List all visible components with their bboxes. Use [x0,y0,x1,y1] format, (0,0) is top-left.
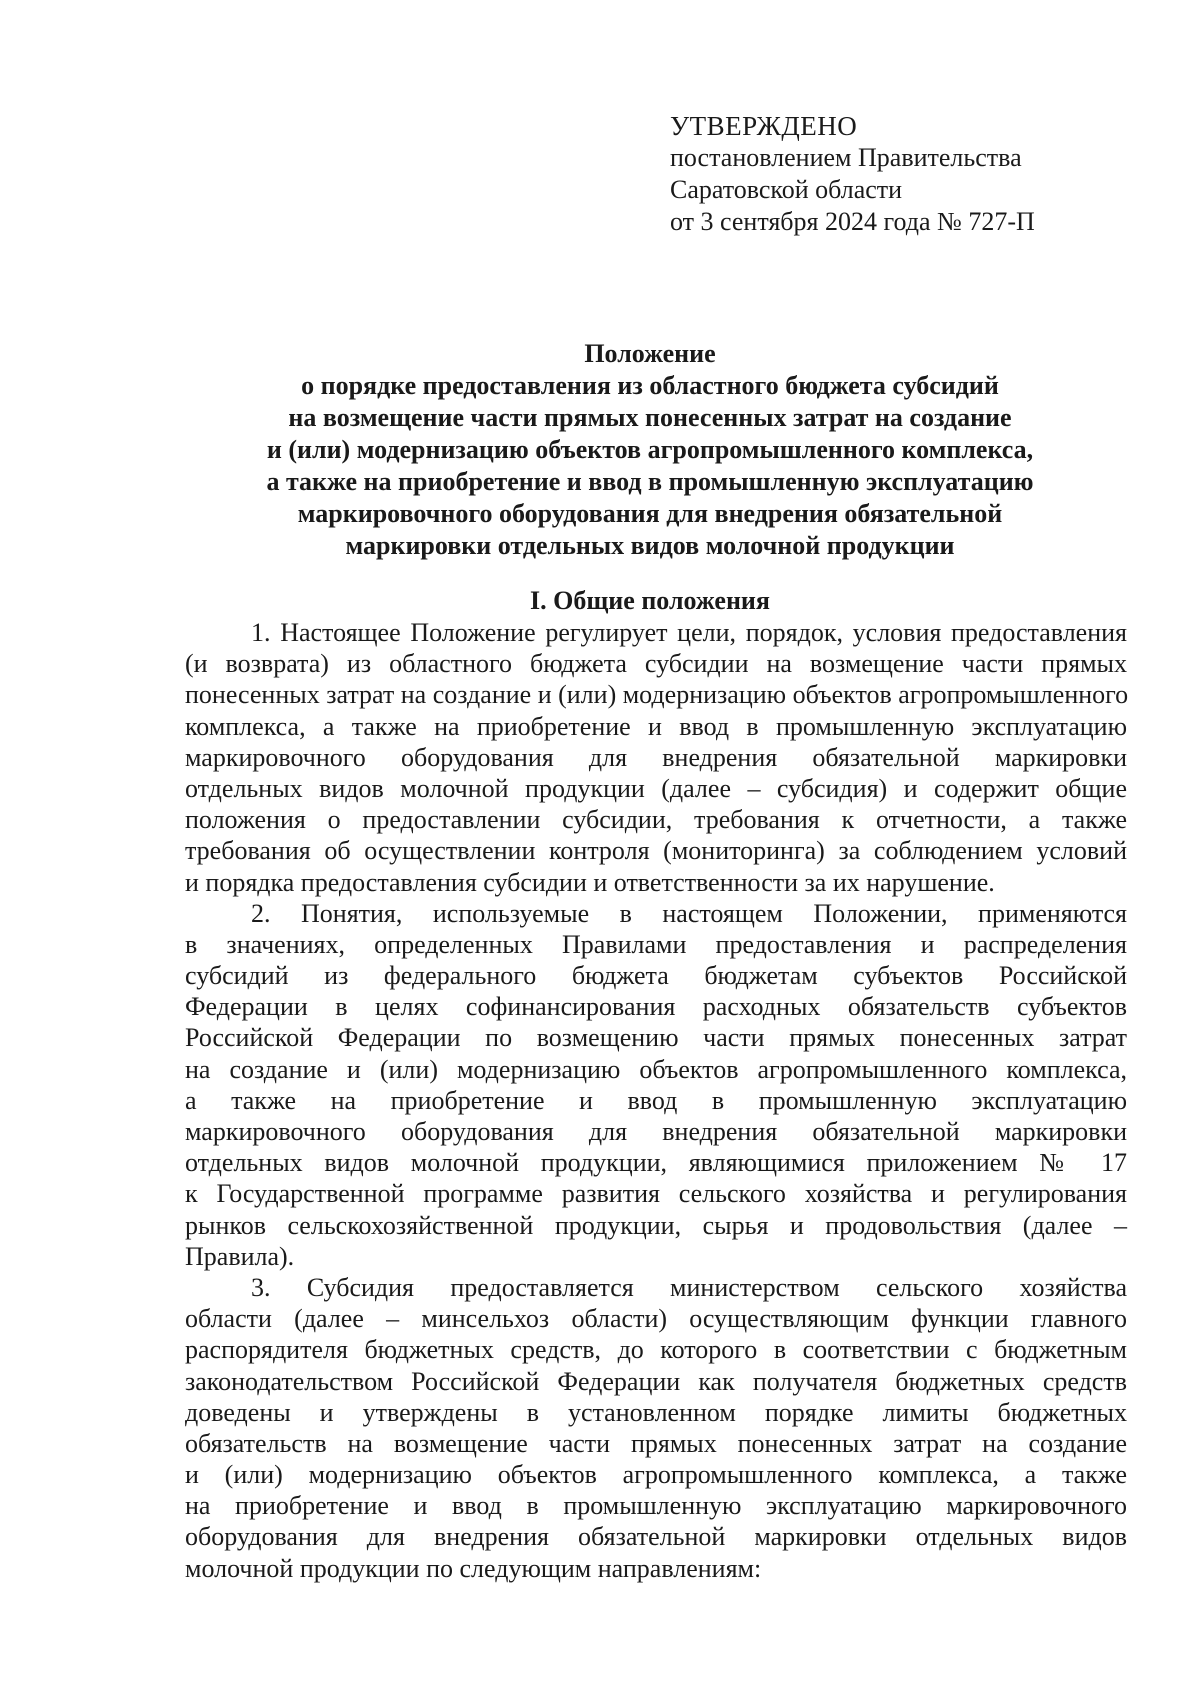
paragraph-line: и порядка предоставления субсидии и ответственности за их нарушение. [185,867,995,897]
approval-line: Саратовской области [670,175,903,204]
document-title [140,338,1160,562]
paragraph-line: маркировочного оборудования для внедрения обязательной маркировки [185,742,1127,772]
paragraph-line: понесенных затрат на создание и (или) модернизацию объектов агропромышленного [185,680,1129,710]
paragraph-line: 1. Настоящее Положение регулирует цели, порядок, условия предоставления [251,618,1127,647]
paragraph-3 [185,1272,1127,1584]
paragraph-line: маркировочного оборудования для внедрения обязательной маркировки [185,1117,1127,1146]
paragraph-line: субсидий из федерального бюджета бюджетам субъектов Российской [185,961,1127,991]
paragraph-line: рынков сельскохозяйственной продукции, сырья и продовольствия (далее – [185,1210,1127,1240]
paragraph-line: отдельных видов молочной продукции (далее – субсидия) и содержит общие [185,773,1127,803]
title-line: и (или) модернизацию объектов агропромышленного комплекса, [266,435,1034,464]
paragraph-line: 3. Субсидия предоставляется министерством сельского хозяйства [251,1272,1127,1302]
paragraph-line: распорядителя бюджетных средств, до которого в соответствии с бюджетным [185,1335,1127,1365]
title-line: маркировки отдельных видов молочной продукции [345,531,955,560]
paragraph-line: (и возврата) из областного бюджета субсидии на возмещение части прямых [185,649,1127,679]
paragraph-line: законодательством Российской Федерации как получателя бюджетных средств [185,1366,1127,1396]
paragraph-line: и (или) модернизацию объектов агропромышленного комплекса, а также [185,1460,1127,1490]
paragraph-line: оборудования для внедрения обязательной маркировки отдельных видов [185,1522,1127,1552]
paragraph-line: 2. Понятия, используемые в настоящем Положении, применяются [251,898,1127,928]
title-line: Положение [584,339,716,368]
approval-line: от 3 сентября 2024 года № 727-П [670,207,1035,236]
section-heading: I. Общие положения [530,586,770,615]
paragraph-line: а также на приобретение и ввод в промышленную эксплуатацию [185,1085,1127,1115]
paragraph-line: области (далее – минсельхоз области) осуществляющим функции главного [185,1304,1127,1334]
paragraph-line: отдельных видов молочной продукции, являющимися приложением № 17 [185,1148,1127,1178]
paragraph-line: на создание и (или) модернизацию объектов агропромышленного комплекса, [185,1054,1127,1084]
title-line: о порядке предоставления из областного бюджета субсидий [301,371,999,400]
title-line: на возмещение части прямых понесенных затрат на создание [288,403,1012,432]
paragraph-line: на приобретение и ввод в промышленную эксплуатацию маркировочного [185,1491,1127,1521]
approval-line: постановлением Правительства [670,143,1022,172]
approval-stamp [670,110,1140,238]
paragraph-line: Российской Федерации по возмещению части прямых понесенных затрат [185,1023,1127,1053]
paragraph-line: положения о предоставлении субсидии, требования к отчетности, а также [185,805,1127,835]
paragraph-line: обязательств на возмещение части прямых понесенных затрат на создание [185,1428,1127,1458]
paragraph-line: Федерации в целях софинансирования расходных обязательств субъектов [185,992,1127,1022]
paragraph-line: в значениях, определенных Правилами предоставления и распределения [185,929,1127,959]
paragraph-line: молочной продукции по следующим направлениям: [185,1553,762,1583]
paragraph-line: требования об осуществлении контроля (мониторинга) за соблюдением условий [185,836,1127,866]
paragraph-line: к Государственной программе развития сельского хозяйства и регулирования [185,1179,1127,1209]
approval-heading: УТВЕРЖДЕНО [670,111,858,141]
paragraph-line: доведены и утверждены в установленном порядке лимиты бюджетных [185,1397,1127,1427]
paragraph-line: комплекса, а также на приобретение и ввод в промышленную эксплуатацию [185,711,1127,741]
paragraph-line: Правила). [185,1241,295,1271]
paragraph-1 [185,617,1127,898]
paragraph-2 [185,898,1127,1272]
title-line: а также на приобретение и ввод в промышленную эксплуатацию [266,467,1034,496]
document-body [185,617,1127,1584]
title-line: маркировочного оборудования для внедрения обязательной [297,499,1003,528]
